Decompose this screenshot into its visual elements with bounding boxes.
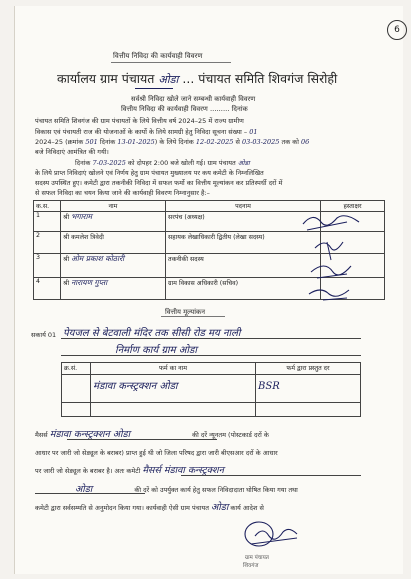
- body-line-7: सदस्य उपस्थित हुए। कमेटी द्वारा तकनीकी निविदा में सफल फर्मो का वित्तीय मूल्यांकन कर प्रतिस्पर्धी दरों में: [35, 179, 283, 187]
- body-line-5: दिनांक 7-03-2025 को दोपहर 2:00 बजे खोली गई। ग्राम पंचायत ओडा: [75, 159, 250, 167]
- col-sno: क.स.: [34, 201, 61, 212]
- work-label: सकार्य 01: [31, 331, 57, 339]
- table-row: [62, 403, 361, 417]
- body-line-4: बजे निविदाएं आमंत्रित की गयी।: [35, 148, 109, 156]
- work-name-handwritten-1: पेयजल से बेटवाली मंदिर तक सीसी रोड मय नाली: [63, 328, 241, 339]
- body-line-1: पंचायत समिति शिवगंज की ग्राम पंचायतों के लिये वित्तीय वर्ष 2024–25 में राज्य ग्रामीण: [35, 117, 244, 125]
- table-row: 2 श्री कमलेश त्रिवेदी सहायक लेखाधिकारी द्वितीय (लेखा सदस्य): [34, 232, 385, 254]
- financial-table: [61, 362, 361, 417]
- top-title: वित्तीय निविदा की कार्यवाही विवरण: [113, 52, 203, 60]
- footer-line-2: आधार पर जारी जो सेड्यूल के बराबर) प्राप्त हुई थी जो जिला परिषद द्वारा जारी बीएसआर दरों के आधार: [35, 449, 278, 457]
- committee-table-header: [34, 201, 385, 212]
- top-title-underline: [111, 62, 231, 63]
- body-line-8: से सफल निविदा का चयन किया जाने की कार्यवाही विवरण निम्नानुसार है:–: [35, 189, 210, 197]
- firm-name-handwritten: मंडावा कन्स्ट्रक्शन ओडा: [93, 381, 178, 392]
- table-row: [62, 375, 361, 403]
- financial-table-header: क्र.सं. फर्म का नाम फर्म द्वारा प्रस्तुत दर: [62, 363, 361, 375]
- col-signature: हस्ताक्षर: [321, 201, 385, 212]
- rate-handwritten: BSR: [258, 381, 280, 392]
- sarpanch-signature: [241, 518, 311, 552]
- office-name-line: [135, 88, 173, 89]
- work-name-handwritten-2: निर्माण कार्य ग्राम ओडा: [115, 345, 197, 356]
- body-line-3: 2024–25 (क्रमांक 501 दिनांक 13-01-2025) के लिये दिनांक 12-02-2025 से 03-03-2025 तक को 06: [35, 138, 310, 146]
- subtitle-2: वित्तीय निविदा की कार्यवाही विवरण ......... दिनांक: [121, 105, 248, 113]
- body-line-2: विकास एवं पंचायती राज की योजनाओं के कार्यो के लिये सामग्री हेतु निविदा सूचना संख्या – 01: [35, 128, 258, 136]
- footer-line-1-rule: [67, 439, 217, 440]
- notice-number-handwritten: 01: [249, 128, 258, 136]
- body-line-6: के लिये प्राप्त निविदाएं खोलने एवं निर्णय हेतु ग्राम पंचायत मुख्यालय पर कय कमेटी के निम्नलिखित: [35, 169, 264, 177]
- office-name-handwritten: ओडा: [158, 73, 179, 86]
- financial-heading-underline: [161, 316, 225, 317]
- table-row: 3 श्री ओम प्रकाश कोठारी तकनीकी सदस्य: [34, 254, 385, 278]
- stamp-line-1: ग्राम पंचायत: [245, 555, 269, 561]
- page-number: 6: [387, 20, 407, 40]
- member-signatures: [297, 212, 367, 312]
- work-line-2: [61, 355, 361, 356]
- footer-line-1: मैसर्स मंडावा कन्स्ट्रक्शन ओडा की दरें न्यूनतम (पोस्टकार्ड दरों के: [35, 429, 269, 440]
- footer-line-4: ओडा की दरें को उपर्युक्त कार्य हेतु सफल निविदादाता घोषित किया गया तथा: [75, 484, 298, 495]
- footer-line-4-rule: [35, 493, 145, 494]
- office-title: कार्यालय ग्राम पंचायत ओडा ... पंचायत समिति शिवगंज सिरोही: [57, 71, 338, 86]
- subtitle-1: सर्वश्री निविदा खोले जाने सम्बन्धी कार्यवाही विवरण: [131, 95, 256, 103]
- document-page: [14, 6, 403, 574]
- table-row: 1 श्री भगाराम सरपंच (अध्यक्ष): [34, 212, 385, 232]
- stamp-line-2: शिवगंज: [243, 563, 259, 569]
- financial-heading: वित्तीय मूल्यांकन: [165, 308, 205, 316]
- col-designation: पदनाम: [166, 201, 321, 212]
- table-row: 4 श्री नारायण गुप्ता ग्राम विकास अधिकारी (सचिव): [34, 278, 385, 300]
- footer-line-3: पर जारी जो सेड्यूल के बराबर है। अतः कमेटी मैसर्स मंडावा कन्स्ट्रक्शन: [35, 465, 224, 476]
- footer-line-3-rule: [181, 475, 361, 476]
- work-line-1: [61, 338, 361, 339]
- footer-line-5: कमेटी द्वारा सर्वसम्मति से अनुमोदन किया गया। कार्यवाही ऐसी ग्राम पंचायत ओडा कार्य आदेश से: [35, 502, 264, 513]
- col-name: नाम: [61, 201, 166, 212]
